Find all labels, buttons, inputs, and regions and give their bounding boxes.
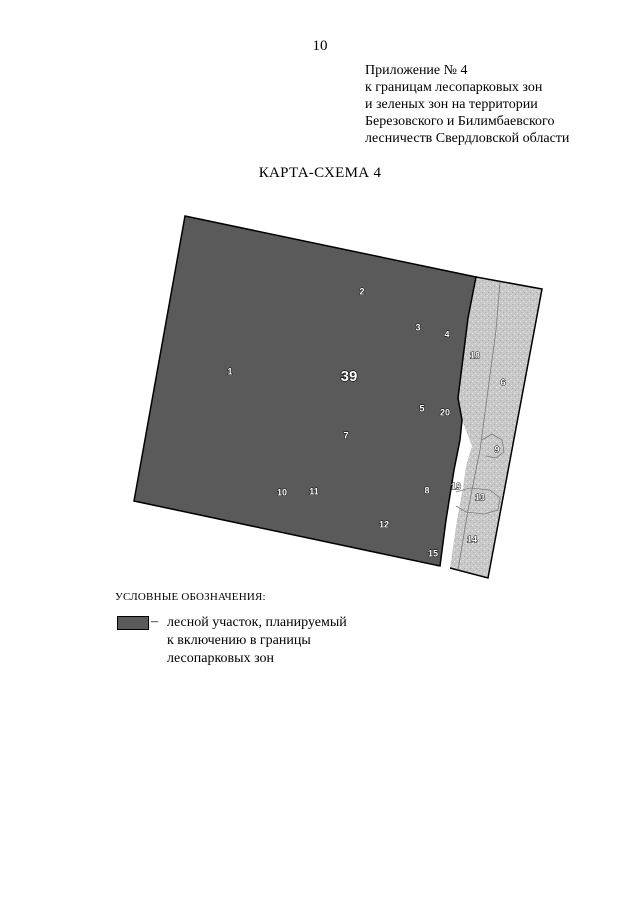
legend-description bbox=[167, 614, 387, 668]
parcel-label: 15 bbox=[427, 548, 439, 559]
appendix-line: Приложение № 4 bbox=[365, 63, 468, 78]
parcel-label: 8 bbox=[424, 485, 430, 496]
legend-line: к включению в границы bbox=[167, 633, 311, 648]
parcel-label: 14 bbox=[466, 534, 478, 545]
parcel-label: 9 bbox=[494, 444, 500, 455]
parcel-label: 11 bbox=[309, 486, 319, 497]
parcel-label: 3 bbox=[415, 322, 421, 333]
parcel-label: 2 bbox=[359, 286, 365, 297]
parcel-label: 7 bbox=[343, 430, 349, 441]
parcel-label: 6 bbox=[500, 377, 506, 388]
legend-line: лесной участок, планируемый bbox=[167, 615, 347, 630]
appendix-line: и зеленых зон на территории bbox=[365, 97, 538, 112]
parcel-label: 13 bbox=[474, 492, 486, 503]
kvartal-number: 39 bbox=[340, 367, 358, 385]
parcel-label: 5 bbox=[419, 403, 425, 414]
appendix-line: лесничеств Свердловской области bbox=[365, 131, 570, 146]
legend-dash: – bbox=[151, 614, 158, 629]
parcel-label: 4 bbox=[444, 329, 450, 340]
legend-swatch bbox=[117, 616, 149, 630]
parcel-label: 12 bbox=[378, 519, 390, 530]
parcel-label: 1 bbox=[227, 366, 233, 377]
appendix-line: Березовского и Билимбаевского bbox=[365, 114, 555, 129]
parcel-label: 20 bbox=[439, 407, 451, 418]
map-title: КАРТА-СХЕМА 4 bbox=[258, 165, 382, 181]
page-number: 10 bbox=[312, 38, 328, 54]
legend-title: УСЛОВНЫЕ ОБОЗНАЧЕНИЯ: bbox=[115, 591, 266, 603]
forest-parcel-area bbox=[134, 216, 476, 566]
parcel-label: 10 bbox=[276, 487, 288, 498]
parcel-label: 19 bbox=[450, 481, 462, 492]
parcel-label: 18 bbox=[469, 350, 481, 361]
appendix-line: к границам лесопарковых зон bbox=[365, 80, 543, 95]
legend-line: лесопарковых зон bbox=[167, 651, 275, 666]
